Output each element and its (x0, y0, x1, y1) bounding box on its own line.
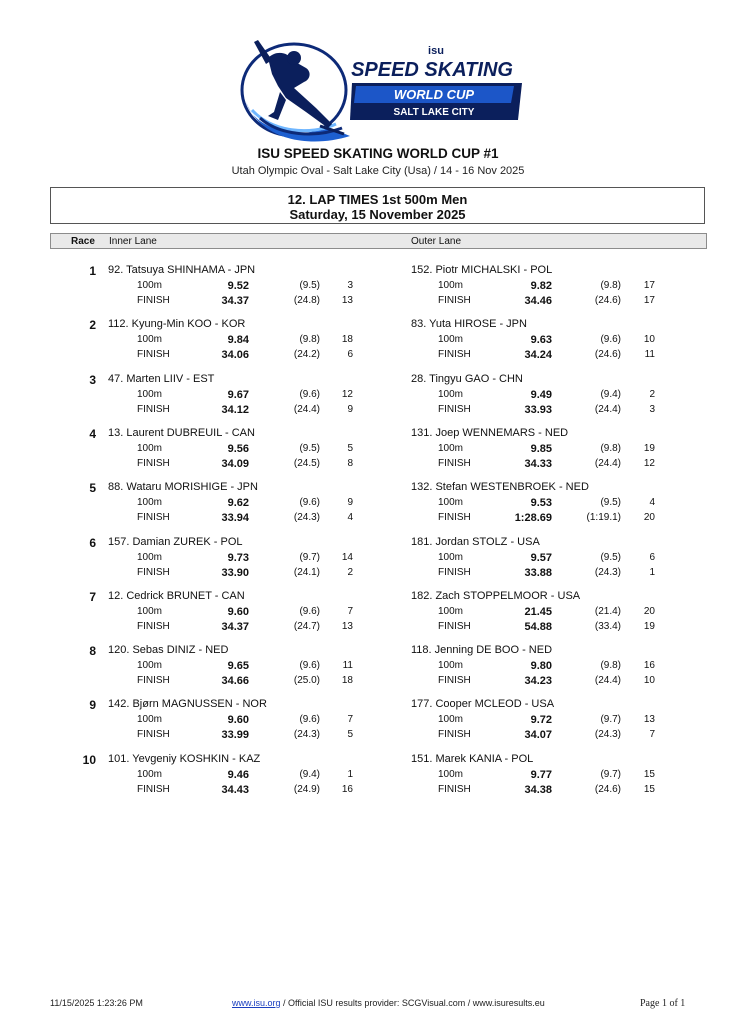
header-race: Race (71, 236, 95, 247)
split-time: 9.67 (227, 389, 249, 401)
footer-credits-text: / Official ISU results provider: SCGVisual.com / www.isuresults.eu (280, 998, 545, 1008)
split-label: FINISH (438, 295, 471, 306)
split-rank: 11 (644, 349, 655, 360)
split-time: 54.88 (524, 621, 552, 633)
split-label: 100m (438, 552, 464, 563)
race-block (0, 264, 756, 316)
split-rank: 7 (347, 714, 353, 725)
split-label: FINISH (438, 458, 471, 469)
split-time: 9.72 (530, 714, 552, 726)
outer-lane-skater: 132. Stefan WESTENBROEK - NED (411, 481, 589, 493)
lap-time: (9.8) (600, 280, 621, 291)
report-title-box (50, 187, 705, 224)
split-label: 100m (137, 606, 163, 617)
lap-time: (24.4) (594, 675, 621, 686)
split-rank: 12 (341, 389, 353, 400)
split-label: 100m (438, 280, 464, 291)
race-number: 1 (89, 264, 96, 278)
lap-time: (33.4) (594, 621, 621, 632)
lap-time: (24.4) (293, 404, 320, 415)
race-number: 6 (89, 536, 96, 550)
split-rank: 19 (643, 443, 655, 454)
lap-time: (24.1) (293, 567, 320, 578)
lap-time: (25.0) (293, 675, 320, 686)
race-number: 5 (89, 481, 96, 495)
lap-time: (9.6) (299, 660, 320, 671)
split-rank: 5 (347, 729, 353, 740)
split-time: 9.53 (530, 497, 552, 509)
split-label: FINISH (438, 349, 471, 360)
split-label: FINISH (137, 295, 170, 306)
split-time: 9.82 (530, 280, 552, 292)
split-label: FINISH (438, 675, 471, 686)
outer-lane-skater: 177. Cooper MCLEOD - USA (411, 698, 555, 710)
split-rank: 4 (649, 497, 655, 508)
lap-time: (9.4) (299, 769, 320, 780)
lap-time: (9.6) (299, 389, 320, 400)
split-rank: 16 (341, 784, 353, 795)
page-number: Page 1 of 1 (640, 998, 686, 1009)
split-rank: 10 (643, 334, 655, 345)
split-time: 34.24 (524, 349, 552, 361)
outer-lane-skater: 182. Zach STOPPELMOOR - USA (411, 590, 581, 602)
split-time: 34.37 (221, 295, 249, 307)
split-label: FINISH (137, 512, 170, 523)
outer-lane-skater: 152. Piotr MICHALSKI - POL (411, 264, 553, 276)
split-rank: 7 (649, 729, 655, 740)
split-label: FINISH (137, 621, 170, 632)
split-rank: 3 (649, 404, 655, 415)
split-rank: 20 (643, 606, 655, 617)
outer-lane-skater: 181. Jordan STOLZ - USA (411, 536, 540, 548)
split-rank: 6 (347, 349, 353, 360)
split-time: 9.85 (530, 443, 552, 455)
lap-time: (24.6) (594, 295, 621, 306)
split-rank: 2 (649, 389, 655, 400)
split-time: 9.56 (227, 443, 249, 455)
split-time: 34.38 (524, 784, 552, 796)
split-rank: 18 (341, 675, 353, 686)
header-outer-lane: Outer Lane (411, 236, 462, 247)
report-date: Saturday, 15 November 2025 (289, 207, 466, 222)
isu-link[interactable]: www.isu.org (232, 998, 281, 1008)
lap-time: (24.3) (293, 512, 320, 523)
split-label: 100m (137, 714, 163, 725)
split-label: FINISH (438, 512, 471, 523)
split-label: 100m (137, 334, 163, 345)
race-number: 2 (89, 318, 96, 332)
split-time: 34.23 (524, 675, 552, 687)
split-time: 34.33 (524, 458, 552, 470)
split-rank: 1 (347, 769, 353, 780)
outer-lane-skater: 131. Joep WENNEMARS - NED (411, 427, 569, 439)
split-time: 33.99 (221, 729, 249, 741)
logo-banner-bottom: SALT LAKE CITY (393, 107, 475, 118)
split-label: 100m (137, 389, 163, 400)
split-time: 34.66 (221, 675, 249, 687)
split-time: 9.57 (530, 552, 552, 564)
split-rank: 7 (347, 606, 353, 617)
lap-time: (24.3) (293, 729, 320, 740)
split-label: FINISH (438, 404, 471, 415)
split-time: 9.52 (227, 280, 249, 292)
split-rank: 6 (649, 552, 655, 563)
inner-lane-skater: 88. Wataru MORISHIGE - JPN (108, 481, 258, 493)
outer-lane-skater: 83. Yuta HIROSE - JPN (411, 318, 527, 330)
race-block (0, 318, 756, 370)
lap-time: (9.8) (600, 660, 621, 671)
lap-time: (9.6) (299, 714, 320, 725)
split-time: 9.46 (227, 769, 249, 781)
split-time: 9.80 (530, 660, 552, 672)
inner-lane-skater: 120. Sebas DINIZ - NED (108, 644, 229, 656)
split-rank: 13 (341, 621, 353, 632)
split-label: 100m (137, 280, 163, 291)
inner-lane-skater: 92. Tatsuya SHINHAMA - JPN (108, 264, 256, 276)
split-time: 9.62 (227, 497, 249, 509)
lap-time: (9.8) (600, 443, 621, 454)
split-rank: 20 (643, 512, 655, 523)
lap-time: (9.5) (299, 280, 320, 291)
split-label: 100m (438, 443, 464, 454)
race-block (0, 590, 756, 642)
lap-time: (24.3) (594, 729, 621, 740)
split-rank: 8 (347, 458, 353, 469)
split-label: 100m (438, 769, 464, 780)
split-label: FINISH (137, 349, 170, 360)
split-label: 100m (137, 660, 163, 671)
split-rank: 18 (341, 334, 353, 345)
inner-lane-skater: 12. Cedrick BRUNET - CAN (108, 590, 245, 602)
split-rank: 5 (347, 443, 353, 454)
split-time: 1:28.69 (514, 512, 552, 524)
split-label: FINISH (137, 729, 170, 740)
logo-brand-small: isu (428, 45, 444, 57)
race-number: 9 (89, 698, 96, 712)
split-rank: 15 (643, 784, 655, 795)
lap-time: (24.4) (594, 458, 621, 469)
split-time: 34.07 (524, 729, 552, 741)
inner-lane-skater: 112. Kyung-Min KOO - KOR (108, 318, 246, 330)
split-time: 9.60 (227, 714, 249, 726)
split-time: 9.49 (530, 389, 552, 401)
lap-time: (1:19.1) (586, 512, 621, 523)
split-rank: 13 (643, 714, 655, 725)
split-rank: 17 (643, 295, 655, 306)
split-rank: 10 (643, 675, 655, 686)
split-label: 100m (137, 443, 163, 454)
lap-time: (24.6) (594, 349, 621, 360)
split-label: FINISH (438, 784, 471, 795)
split-label: FINISH (438, 621, 471, 632)
split-time: 9.84 (227, 334, 249, 346)
split-label: 100m (137, 497, 163, 508)
split-time: 33.88 (524, 567, 552, 579)
lap-time: (24.3) (594, 567, 621, 578)
outer-lane-skater: 28. Tingyu GAO - CHN (411, 373, 523, 385)
split-label: FINISH (137, 404, 170, 415)
split-time: 21.45 (524, 606, 552, 618)
split-label: 100m (438, 660, 464, 671)
race-block (0, 481, 756, 533)
race-block (0, 373, 756, 425)
split-label: FINISH (137, 458, 170, 469)
split-label: 100m (438, 606, 464, 617)
lap-time: (9.7) (299, 552, 320, 563)
race-block (0, 427, 756, 479)
split-rank: 17 (643, 280, 655, 291)
report-title: 12. LAP TIMES 1st 500m Men (287, 192, 468, 207)
split-time: 9.60 (227, 606, 249, 618)
lap-time: (24.7) (293, 621, 320, 632)
split-time: 33.93 (524, 404, 552, 416)
split-time: 34.06 (221, 349, 249, 361)
lap-time: (9.5) (600, 552, 621, 563)
lap-time: (24.6) (594, 784, 621, 795)
logo-banner-top: WORLD CUP (393, 87, 475, 102)
inner-lane-skater: 142. Bjørn MAGNUSSEN - NOR (108, 698, 267, 710)
split-time: 34.46 (524, 295, 552, 307)
race-number: 8 (89, 644, 96, 658)
logo-brand-main: SPEED SKATING (351, 59, 513, 81)
event-title: ISU SPEED SKATING WORLD CUP #1 (257, 146, 499, 161)
split-rank: 13 (341, 295, 353, 306)
race-block (0, 698, 756, 750)
split-rank: 14 (341, 552, 353, 563)
lap-time: (9.7) (600, 769, 621, 780)
split-rank: 16 (643, 660, 655, 671)
inner-lane-skater: 13. Laurent DUBREUIL - CAN (108, 427, 255, 439)
race-block (0, 753, 756, 805)
split-time: 34.09 (221, 458, 249, 470)
split-time: 33.94 (221, 512, 249, 524)
lap-time: (24.2) (293, 349, 320, 360)
print-timestamp: 11/15/2025 1:23:26 PM (50, 998, 143, 1008)
event-subtitle: Utah Olympic Oval - Salt Lake City (Usa) / 14 - 16 Nov 2025 (231, 165, 525, 177)
inner-lane-skater: 101. Yevgeniy KOSHKIN - KAZ (108, 753, 261, 765)
split-label: FINISH (137, 567, 170, 578)
lap-time: (24.5) (293, 458, 320, 469)
race-number: 4 (89, 427, 96, 441)
lap-time: (9.6) (299, 606, 320, 617)
lap-time: (9.6) (299, 497, 320, 508)
lap-time: (21.4) (594, 606, 621, 617)
split-rank: 11 (342, 660, 353, 671)
split-rank: 1 (649, 567, 655, 578)
lap-time: (9.8) (299, 334, 320, 345)
isu-speed-skating-world-cup-logo (232, 28, 532, 146)
header-inner-lane: Inner Lane (109, 236, 157, 247)
split-label: 100m (438, 714, 464, 725)
outer-lane-skater: 151. Marek KANIA - POL (411, 753, 534, 765)
table-header (50, 233, 707, 249)
race-number: 10 (82, 753, 96, 767)
inner-lane-skater: 47. Marten LIIV - EST (108, 373, 215, 385)
split-label: 100m (438, 497, 464, 508)
split-time: 9.77 (530, 769, 552, 781)
split-rank: 15 (643, 769, 655, 780)
split-time: 33.90 (221, 567, 249, 579)
lap-time: (9.4) (600, 389, 621, 400)
lap-time: (9.5) (299, 443, 320, 454)
split-label: FINISH (438, 567, 471, 578)
split-time: 34.43 (221, 784, 249, 796)
split-rank: 3 (347, 280, 353, 291)
lap-time: (9.6) (600, 334, 621, 345)
race-block (0, 536, 756, 588)
split-label: FINISH (137, 784, 170, 795)
footer-credits (232, 998, 545, 1008)
split-label: 100m (137, 769, 163, 780)
split-time: 34.37 (221, 621, 249, 633)
lap-time: (9.5) (600, 497, 621, 508)
inner-lane-skater: 157. Damian ZUREK - POL (108, 536, 243, 548)
split-time: 9.63 (530, 334, 552, 346)
split-rank: 2 (347, 567, 353, 578)
split-label: FINISH (438, 729, 471, 740)
race-number: 3 (89, 373, 96, 387)
split-label: 100m (438, 389, 464, 400)
outer-lane-skater: 118. Jenning DE BOO - NED (411, 644, 553, 656)
split-rank: 12 (643, 458, 655, 469)
race-block (0, 644, 756, 696)
lap-time: (9.7) (600, 714, 621, 725)
skater-emblem (242, 40, 350, 142)
split-time: 9.73 (227, 552, 249, 564)
split-time: 9.65 (227, 660, 249, 672)
split-time: 34.12 (221, 404, 249, 416)
split-rank: 4 (347, 512, 353, 523)
race-number: 7 (89, 590, 96, 604)
lap-time: (24.4) (594, 404, 621, 415)
split-label: 100m (438, 334, 464, 345)
split-rank: 9 (347, 404, 353, 415)
lap-time: (24.8) (293, 295, 320, 306)
split-label: 100m (137, 552, 163, 563)
split-label: FINISH (137, 675, 170, 686)
split-rank: 19 (643, 621, 655, 632)
split-rank: 9 (347, 497, 353, 508)
lap-time: (24.9) (293, 784, 320, 795)
